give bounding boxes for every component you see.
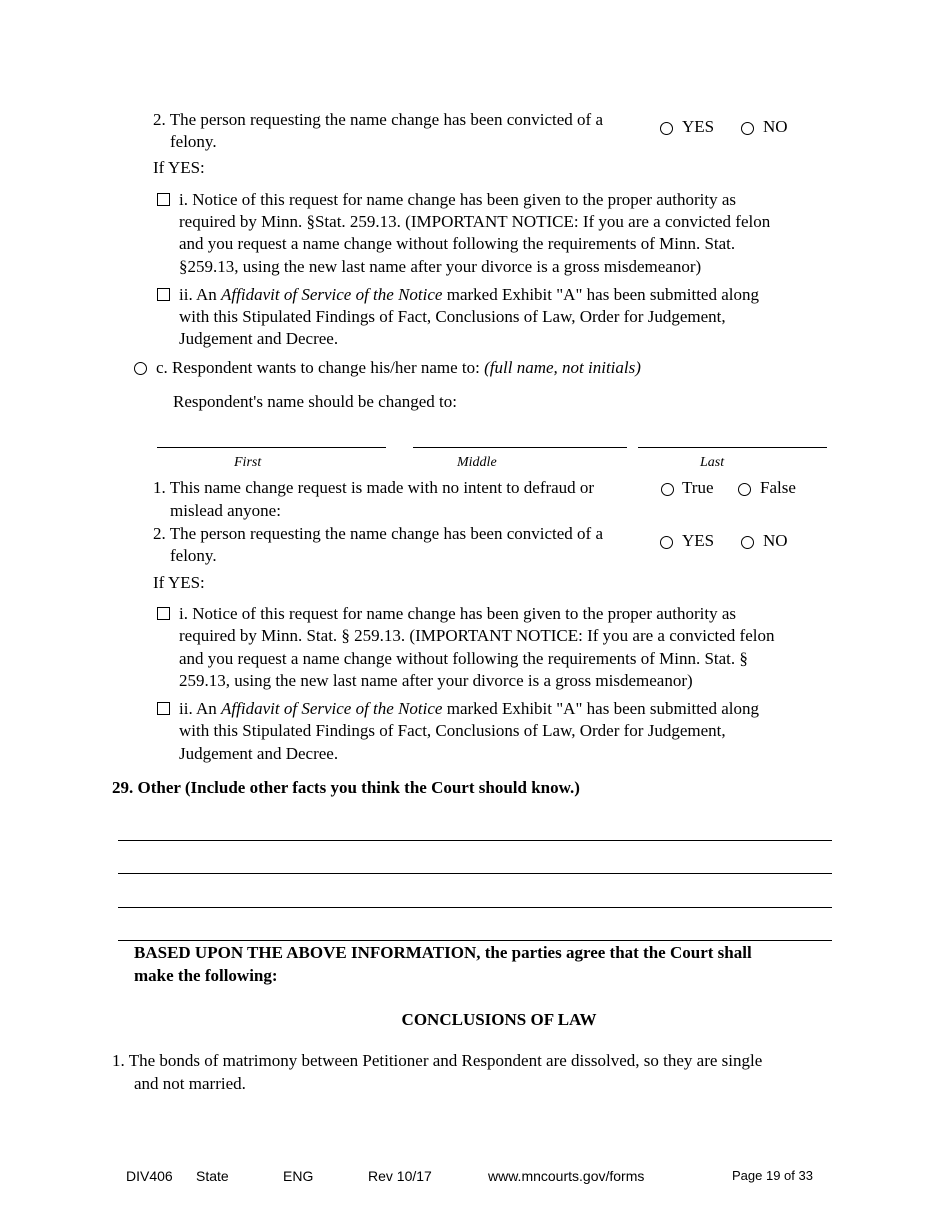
affidavit-text: ii. An Affidavit of Service of the Notice marked Exhibit "A" has been submitted along (179, 285, 759, 304)
affidavit-text: ii. An Affidavit of Service of the Notice marked Exhibit "A" has been submitted along (179, 699, 759, 718)
other-facts-line[interactable] (118, 840, 832, 841)
notice-text: required by Minn. §Stat. 259.13. (IMPORTANT NOTICE: If you are a convicted felon (179, 212, 771, 231)
first-caption: First (234, 455, 262, 470)
felony-question-cont: felony. (170, 132, 217, 151)
felony-no-label: NO (763, 117, 788, 136)
affidavit-text: with this Stipulated Findings of Fact, Conclusions of Law, Order for Judgement, (179, 307, 726, 326)
if-yes-label: If YES: (153, 158, 205, 177)
intent-true-radio[interactable] (661, 483, 674, 496)
affidavit-checkbox[interactable] (157, 288, 170, 301)
section-29-heading: 29. Other (Include other facts you think the Court should know.) (112, 778, 580, 797)
if-yes-label: If YES: (153, 573, 205, 592)
notice-text: and you request a name change without following the requirements of Minn. Stat. (179, 234, 736, 253)
middle-name-field[interactable] (413, 447, 627, 448)
notice-text: i. Notice of this request for name change has been given to the proper authority as (179, 604, 737, 623)
footer-revision: Rev 10/17 (368, 1168, 432, 1184)
respondent-name-change-radio[interactable] (134, 362, 147, 375)
notice-given-checkbox[interactable] (157, 193, 170, 206)
first-name-field[interactable] (157, 447, 386, 448)
middle-caption: Middle (457, 455, 497, 470)
affidavit-checkbox[interactable] (157, 702, 170, 715)
conclusion-item-1: 1. The bonds of matrimony between Petitioner and Respondent are dissolved, so they are single (112, 1051, 763, 1070)
felony-no-label: NO (763, 531, 788, 550)
notice-given-checkbox[interactable] (157, 607, 170, 620)
footer-scope: State (196, 1168, 229, 1184)
notice-text: §259.13, using the new last name after your divorce is a gross misdemeanor) (179, 257, 702, 276)
notice-text: i. Notice of this request for name change has been given to the proper authority as (179, 190, 737, 209)
felony-no-radio[interactable] (741, 122, 754, 135)
footer-language: ENG (283, 1168, 314, 1184)
other-facts-line[interactable] (118, 907, 832, 908)
footer-url[interactable]: www.mncourts.gov/forms (488, 1168, 645, 1184)
intent-question-cont: mislead anyone: (170, 501, 281, 520)
felony-yes-radio[interactable] (660, 536, 673, 549)
conclusion-item-1-cont: and not married. (134, 1074, 246, 1093)
felony-yes-radio[interactable] (660, 122, 673, 135)
intent-true-label: True (682, 478, 714, 497)
intent-question: 1. This name change request is made with no intent to defraud or (153, 478, 595, 497)
footer-page-number: Page 19 of 33 (732, 1168, 813, 1183)
last-caption: Last (700, 455, 725, 470)
other-facts-line[interactable] (118, 873, 832, 874)
felony-question: 2. The person requesting the name change has been convicted of a (153, 110, 604, 129)
based-upon-statement: BASED UPON THE ABOVE INFORMATION, the parties agree that the Court shall (134, 943, 752, 962)
intent-false-label: False (760, 478, 796, 497)
respondent-new-name-prompt: Respondent's name should be changed to: (173, 392, 457, 411)
respondent-name-change-label: c. Respondent wants to change his/her name to: (full name, not initials) (156, 358, 641, 377)
felony-no-radio[interactable] (741, 536, 754, 549)
notice-text: required by Minn. Stat. § 259.13. (IMPORTANT NOTICE: If you are a convicted felon (179, 626, 775, 645)
affidavit-text: Judgement and Decree. (179, 744, 339, 763)
conclusions-heading: CONCLUSIONS OF LAW (401, 1010, 597, 1029)
felony-question-cont: felony. (170, 546, 217, 565)
felony-yes-label: YES (682, 117, 715, 136)
felony-yes-label: YES (682, 531, 715, 550)
other-facts-line[interactable] (118, 940, 832, 941)
based-upon-statement-cont: make the following: (134, 966, 278, 985)
footer-form-id: DIV406 (126, 1168, 173, 1184)
notice-text: and you request a name change without following the requirements of Minn. Stat. § (179, 649, 748, 668)
felony-question: 2. The person requesting the name change has been convicted of a (153, 524, 604, 543)
affidavit-text: Judgement and Decree. (179, 329, 339, 348)
notice-text: 259.13, using the new last name after your divorce is a gross misdemeanor) (179, 671, 693, 690)
intent-false-radio[interactable] (738, 483, 751, 496)
affidavit-text: with this Stipulated Findings of Fact, Conclusions of Law, Order for Judgement, (179, 721, 726, 740)
last-name-field[interactable] (638, 447, 827, 448)
